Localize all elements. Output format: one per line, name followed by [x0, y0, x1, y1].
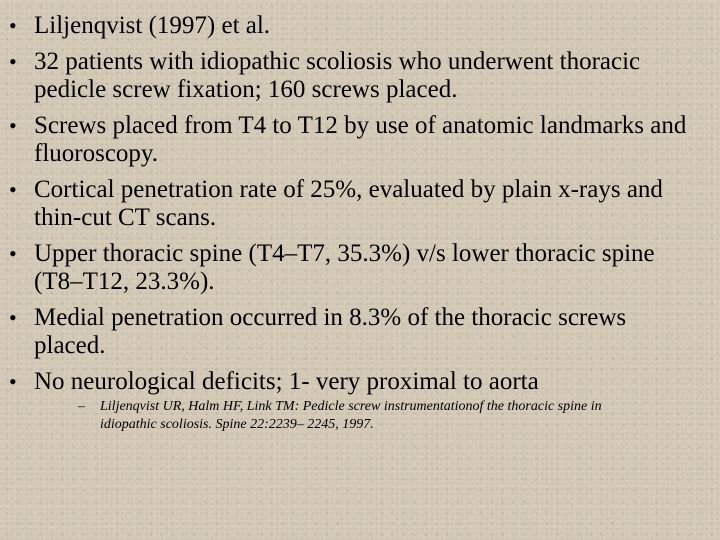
bullet-text: Medial penetration occurred in 8.3% of the thoracic screws placed. — [34, 304, 627, 359]
reference-citation — [34, 398, 660, 434]
reference-text: Liljenqvist UR, Halm HF, Link TM: Pedicle screw instrumentationof the thoracic spine in idiopathic scoliosis. Spine 22:2239– 2245, 1997. — [100, 399, 602, 432]
bullet-dot-icon: • — [9, 113, 17, 138]
bullet-item — [0, 112, 700, 168]
bullet-text: 32 patients with idiopathic scoliosis who underwent thoracic pedicle screw fixation; 160 screws placed. — [34, 48, 641, 103]
bullet-dot-icon: • — [9, 241, 17, 266]
bullet-item — [0, 12, 700, 40]
bullet-item — [0, 240, 700, 296]
bullet-text: No neurological deficits; 1- very proximal to aorta — [34, 368, 539, 395]
dash-icon: – — [78, 399, 85, 414]
bullet-dot-icon: • — [9, 177, 17, 202]
bullet-item — [0, 176, 700, 232]
bullet-item — [0, 304, 700, 360]
bullet-dot-icon: • — [9, 305, 17, 330]
bullet-item — [0, 368, 700, 434]
bullet-list — [0, 12, 700, 442]
bullet-dot-icon: • — [9, 49, 17, 74]
bullet-text: Liljenqvist (1997) et al. — [34, 12, 271, 39]
bullet-text: Cortical penetration rate of 25%, evaluated by plain x-rays and thin-cut CT scans. — [34, 176, 663, 231]
bullet-text: Upper thoracic spine (T4–T7, 35.3%) v/s lower thoracic spine (T8–T12, 23.3%). — [34, 240, 655, 295]
bullet-item — [0, 48, 700, 104]
bullet-dot-icon: • — [9, 13, 17, 38]
bullet-text: Screws placed from T4 to T12 by use of anatomic landmarks and fluoroscopy. — [34, 112, 687, 167]
bullet-dot-icon: • — [9, 369, 17, 394]
